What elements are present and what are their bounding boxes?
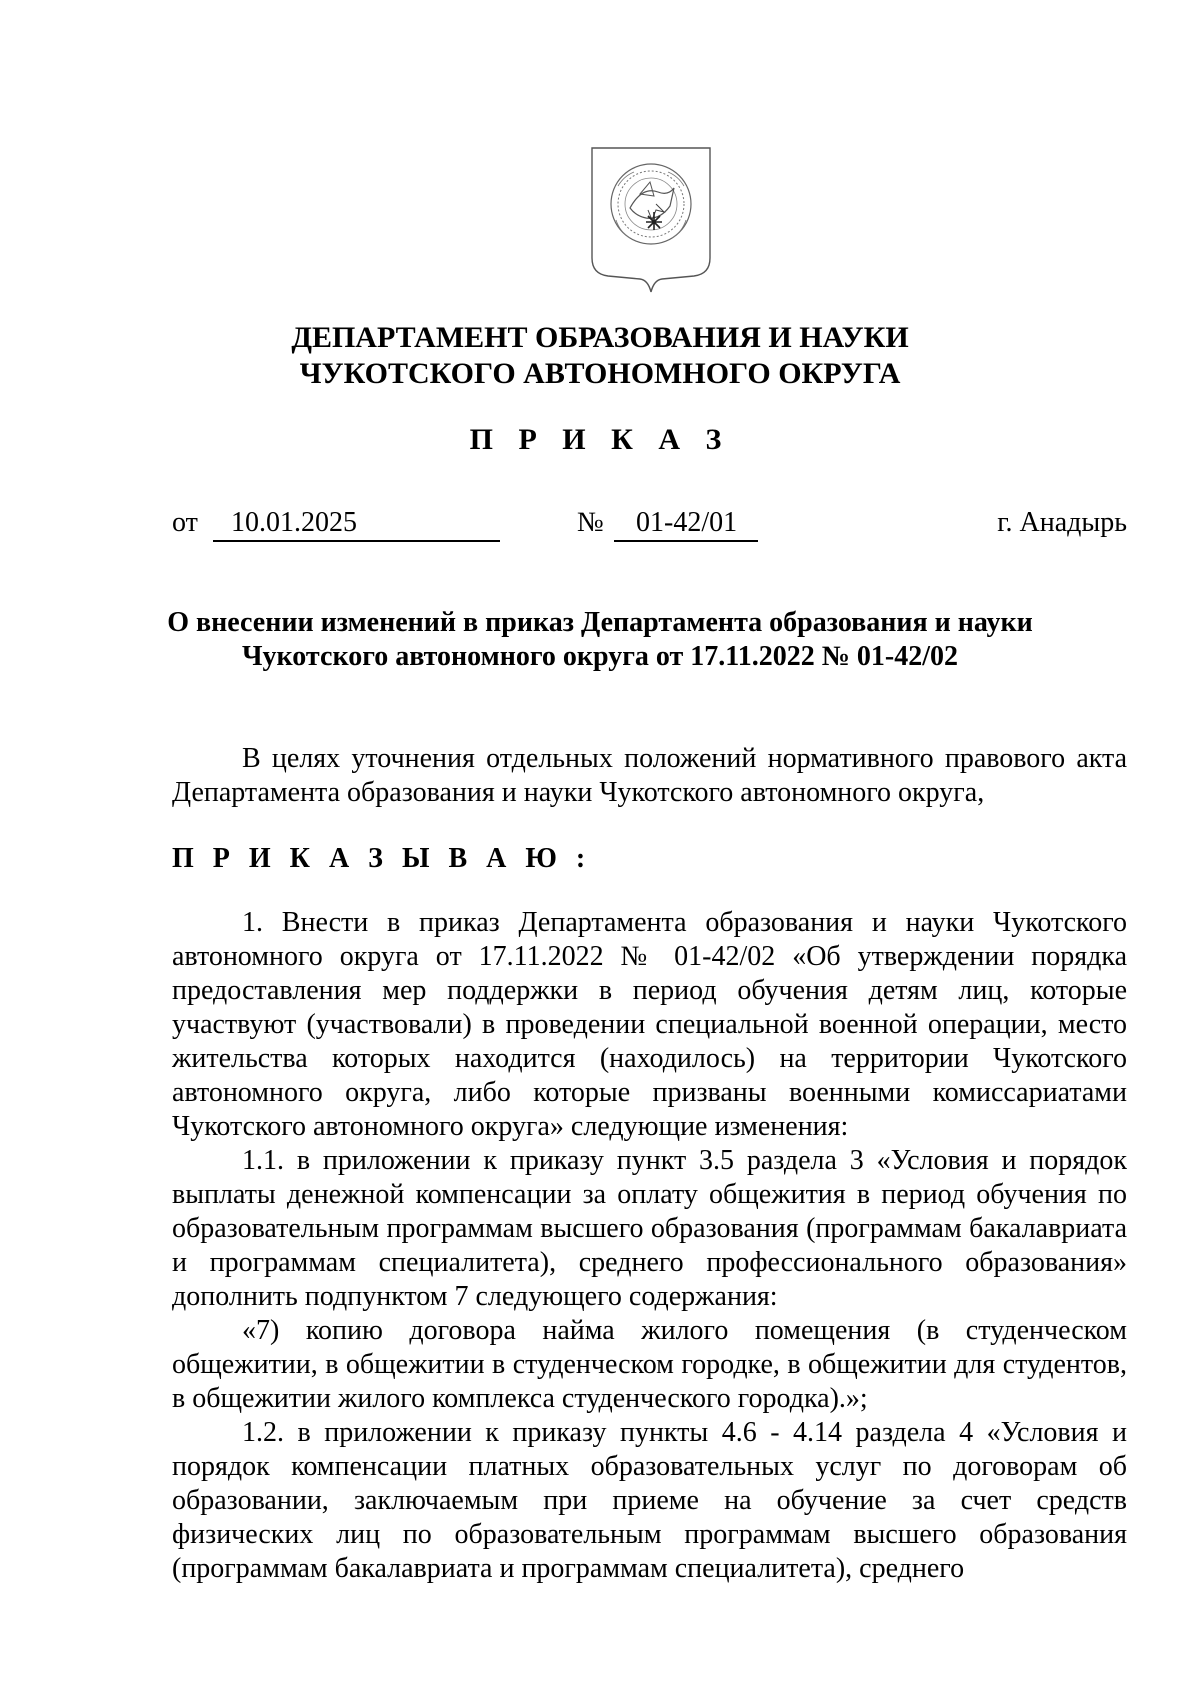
coat-of-arms-icon (590, 146, 712, 294)
subject-line1: О внесении изменений в приказ Департамента образования и науки (167, 607, 1033, 638)
paragraph-quote-7: «7) копию договора найма жилого помещения (в студенческом общежитии, в общежитии в студенческом городке, в общежитии для студентов, в общежитии жилого комплекса студенческого городка).»; (172, 1315, 1127, 1414)
date-prefix: от (172, 507, 198, 538)
document-type-title: П Р И К А З (469, 423, 731, 456)
number-value: 01-42/01 (636, 507, 738, 538)
order-content (172, 906, 1127, 1586)
org-name-line2: ЧУКОТСКОГО АВТОНОМНОГО ОКРУГА (299, 357, 901, 390)
number-field (614, 506, 758, 542)
number-prefix: № (577, 507, 604, 538)
org-name-line1: ДЕПАРТАМЕНТ ОБРАЗОВАНИЯ И НАУКИ (291, 321, 909, 354)
subject-line2: Чукотского автономного округа от 17.11.2022 № 01-42/02 (241, 641, 958, 672)
date-field (213, 506, 500, 542)
order-verb: П Р И К А З Ы В А Ю : (172, 843, 592, 874)
paragraph-1-2: 1.2. в приложении к приказу пункты 4.6 - 4.14 раздела 4 «Условия и порядок компенсации платных образовательных услуг по договорам об образовании, заключаемым при приеме на обучение за счет средств физических лиц по образовательным программам высшего образования (программам бакалавриата и программам специалитета), среднего (172, 1417, 1127, 1584)
date-value: 10.01.2025 (231, 507, 357, 538)
preamble-text: В целях уточнения отдельных положений нормативного правового акта Департамента образования и науки Чукотского автономного округа, (172, 743, 1127, 808)
paragraph-1: 1. Внести в приказ Департамента образования и науки Чукотского автономного округа от 17.11.2022 № 01-42/02 «Об утверждении порядка предоставления мер поддержки в период обучения детям лиц, которые участвуют (участвовали) в проведении специальной военной операции, место жительства которых находится (находилось) на территории Чукотского автономного округа, либо которые призваны военными комиссариатами Чукотского автономного округа» следующие изменения: (172, 907, 1127, 1142)
city-label: г. Анадырь (997, 507, 1127, 538)
paragraph-1-1: 1.1. в приложении к приказу пункт 3.5 раздела 3 «Условия и порядок выплаты денежной компенсации за оплату общежития в период обучения по образовательным программам высшего образования (программам бакалавриата и программам специалитета), среднего профессионального образования» дополнить подпунктом 7 следующего содержания: (172, 1145, 1127, 1312)
